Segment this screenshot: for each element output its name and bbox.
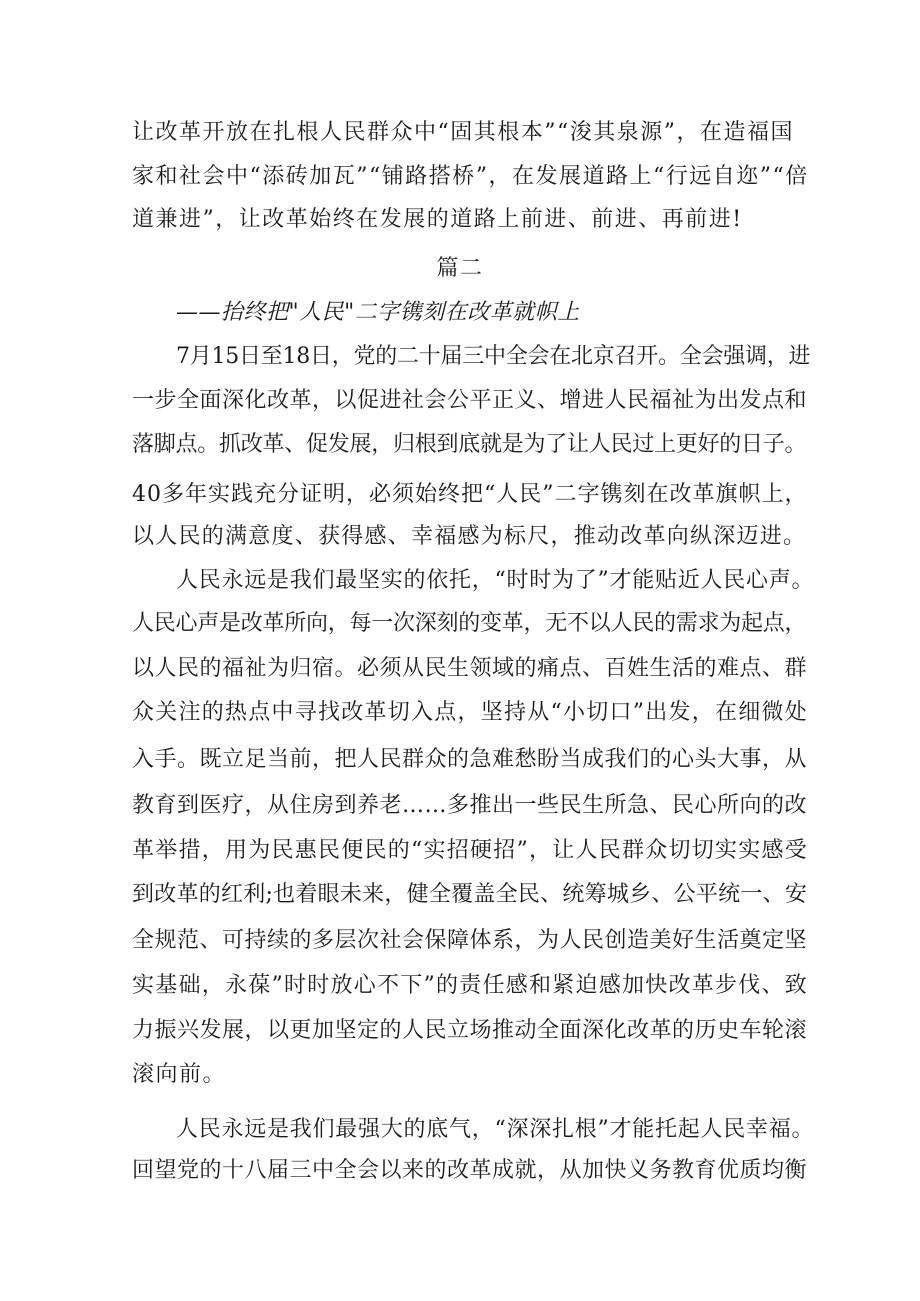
section-subtitle: ——抬终把"人民"二字镌刻在改革就帜上	[176, 300, 580, 325]
paragraph-line: 革举措，用为民惠民便民的“实招硬招”，让人民群众切切实实感受	[132, 838, 808, 863]
paragraph-line: 让改革开放在扎根人民群众中“固其根本”“浚其泉源”，在造福国	[132, 120, 794, 145]
paragraph-line: 全规范、可持续的多层次社会保障体系，为人民创造美好生活奠定坚	[132, 928, 808, 953]
section-title: 篇二	[436, 256, 484, 281]
paragraph-line: 回望党的十八届三中全会以来的改革成就，从加快义务教育优质均衡	[132, 1158, 808, 1183]
paragraph-line: 滚向前。	[132, 1062, 227, 1087]
paragraph-line: 7月15日至18日，党的二十届三中全会在北京召开。全会强调，进	[176, 344, 811, 369]
paragraph-line: 以人民的满意度、获得感、幸福感为标尺，推动改革向纵深迈进。	[132, 524, 807, 549]
paragraph-line: 落脚点。抓改革、促发展，归根到底就是为了让人民过上更好的日子。	[132, 432, 807, 457]
paragraph-line: 人民心声是改革所向，每一次深刻的变革，无不以人民的需求为起点，	[132, 611, 807, 636]
paragraph-line: 教育到医疗，从住房到养老……多推出一些民生所急、民心所向的改	[132, 793, 808, 818]
paragraph-line: 家和社会中“添砖加瓦”“铺路搭桥”，在发展道路上“行远自迩”“倍	[132, 164, 809, 189]
paragraph-line: 一步全面深化改革，以促进社会公平正义、增进人民福祉为出发点和	[132, 388, 808, 413]
paragraph-line: 到改革的红利;也着眼未来，健全覆盖全民、统筹城乡、公平统一、安	[132, 882, 808, 907]
paragraph-line: 人民永远是我们最强大的底气，“深深扎根”才能托起人民幸福。	[176, 1117, 815, 1142]
paragraph-line: 实基础，永葆”时时放心不下”的责任感和紧迫感加快改革步伐、致	[132, 973, 808, 998]
paragraph-line: 力振兴发展，以更加坚定的人民立场推动全面深化改革的历史车轮滚	[132, 1018, 808, 1043]
paragraph-line: 人民永远是我们最坚实的依托，“时时为了”才能贴近人民心声。	[176, 568, 815, 593]
paragraph-line: 40多年实践充分证明，必须始终把“人民”二字镌刻在改革旗帜上，	[132, 482, 808, 507]
paragraph-line: 以人民的福祉为归宿。必须从民生领域的痛点、百姓生活的难点、群	[132, 656, 808, 681]
paragraph-line: 众关注的热点中寻找改革切入点，坚持从“小切口”出发，在细微处	[132, 700, 808, 725]
paragraph-line: 道兼进”，让改革始终在发展的道路上前进、前进、再前进!	[132, 207, 743, 232]
paragraph-line: 入手。既立足当前，把人民群众的急难愁盼当成我们的心头大事，从	[132, 747, 808, 772]
